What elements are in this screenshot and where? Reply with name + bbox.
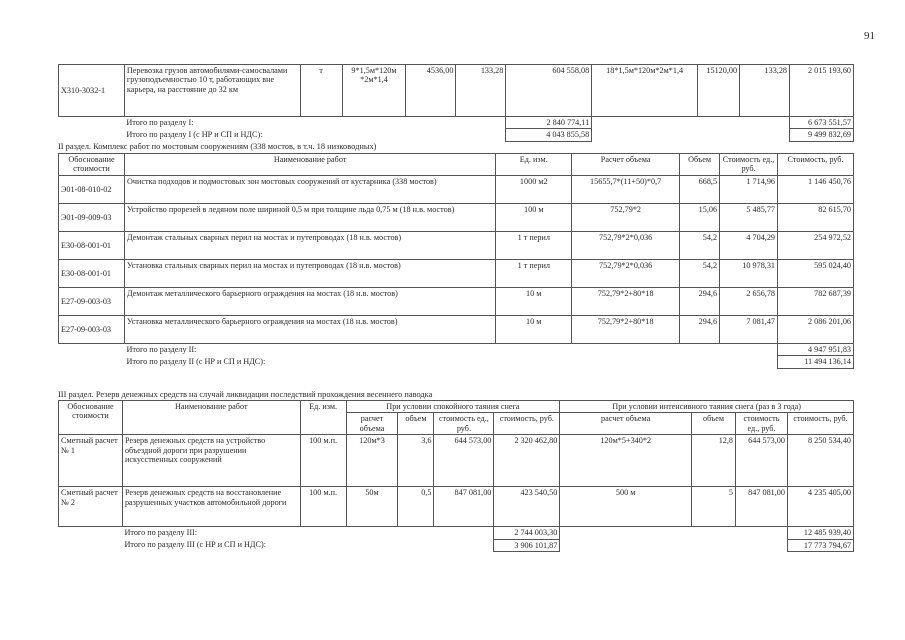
price-cell: 133,28 [456,65,506,117]
table-row [59,231,854,259]
name-cell: Устройство прорезей в ледяном поле шириной 0,5 м при толщине льда 0,75 м (18 н.в. мостов) [124,203,495,231]
header-calm: При условии спокойного таяния снега [346,401,560,413]
volume-cell: 54,2 [680,259,720,287]
price-cell: 5 485,77 [720,203,778,231]
calc-cell: 18*1,5м*120м*2м*1,4 [592,65,698,117]
code-cell: Е27-09-003-03 [59,287,125,315]
cost-cell: 82 615,70 [778,203,854,231]
header-volume: Объем [680,154,720,176]
total-label: Итого по разделу I: [126,118,194,127]
header-code: Обоснование стоимости [59,401,123,435]
code-cell: Е30-08-001-01 [59,231,125,259]
name-cell: Установка стальных сварных перил на мостах и путепроводах (18 н.в. мостов) [124,259,495,287]
volume-cell: 3,6 [398,435,434,487]
code-cell: Х310-3032-1 [59,65,125,117]
cost-cell: 2 015 193,60 [790,65,854,117]
unit-cell: 100 м [496,203,572,231]
price-cell: 4 704,29 [720,231,778,259]
total-vat-value: 11 494 136,14 [778,356,854,368]
total-vat-value: 3 906 101,87 [494,539,560,551]
name-cell: Демонтаж стальных сварных перил на мостах и путепроводах (18 н.в. мостов) [124,231,495,259]
total-row [59,343,854,355]
volume-cell: 12,8 [692,435,736,487]
subheader-price: стоимость ед., руб. [434,413,494,435]
subheader-volume: объем [398,413,434,435]
code-cell: Сметный расчет № 2 [59,487,123,527]
total-vat-label: Итого по разделу II (с НР и СП и НДС): [126,356,266,366]
volume-cell: 294,6 [680,315,720,343]
header-cost: Стоимость, руб. [778,154,854,176]
total-row [59,117,854,129]
table-row [59,315,854,343]
total-value: 6 673 551,57 [790,117,854,129]
price-cell: 133,28 [740,65,790,117]
header-intense: При условии интенсивного таяния снега (раз в 3 года) [560,401,854,413]
total-value: 4 947 951,83 [778,343,854,355]
section3-title: III раздел. Резерв денежных средств на случай ликвидации последствий прохождения весеннего паводка [58,390,433,399]
price-cell: 7 081,47 [720,315,778,343]
unit-cell: 100 м.п. [300,435,346,487]
volume-cell: 4536,00 [406,65,456,117]
cost-cell: 1 146 450,76 [778,175,854,203]
code-cell: Э01-09-009-03 [59,203,125,231]
name-cell: Резерв денежных средств на восстановление разрушенных участков автомобильной дороги [122,487,300,527]
calc-cell: 752,79*2*0,036 [572,231,680,259]
price-cell: 10 978,31 [720,259,778,287]
subheader-calc: расчет объема [560,413,692,435]
volume-cell: 54,2 [680,231,720,259]
cost-cell: 2 320 462,80 [494,435,560,487]
price-cell: 1 714,96 [720,175,778,203]
total-label: Итого по разделу III: [124,528,198,538]
name-cell: Очистка подходов и подмостовых зон мостовых сооружений от кустарника (338 мостов) [124,175,495,203]
volume-cell: 15,06 [680,203,720,231]
name-cell: Резерв денежных средств на устройство объездной дороги при разрушении искусственных сооружений [122,435,300,487]
code-cell: Э01-08-010-02 [59,175,125,203]
price-cell: 2 656,78 [720,287,778,315]
name-cell: Демонтаж металлического барьерного ограждения на мостах (18 н.в. мостов) [124,287,495,315]
calc-cell: 500 м [560,487,692,527]
unit-cell: 1 т перил [496,259,572,287]
table-row [59,287,854,315]
calc-cell: 120м*3 [346,435,398,487]
calc-cell: 752,79*2+80*18 [572,287,680,315]
unit-cell: 1 т перил [496,231,572,259]
calc-cell: 752,79*2*0,036 [572,259,680,287]
total-vat-row [59,539,854,551]
price-cell: 847 081,00 [434,487,494,527]
total-vat-value: 17 773 794,67 [787,539,853,551]
total-vat-label: Итого по разделу I (с НР и СП и НДС): [126,129,263,139]
subheader-volume: объем [692,413,736,435]
header-price: Стоимость ед., руб. [720,154,778,176]
table-row [59,203,854,231]
total-label: Итого по разделу II: [126,344,197,354]
code-cell: Е27-09-003-03 [59,315,125,343]
volume-cell: 0,5 [398,487,434,527]
unit-cell: т [300,65,342,117]
subheader-cost: стоимость, руб. [494,413,560,435]
unit-cell: 10 м [496,315,572,343]
header-code: Обоснование стоимости [59,154,125,176]
calc-cell: 120м*5+340*2 [560,435,692,487]
calc-cell: 50м [346,487,398,527]
section2-table [58,153,854,369]
cost-cell: 4 235 405,00 [787,487,853,527]
table-row [59,175,854,203]
calc-cell: 752,79*2 [572,203,680,231]
header-unit: Ед. изм. [300,401,346,435]
total-value: 12 485 939,40 [787,527,853,539]
subheader-calc: расчет объема [346,413,398,435]
code-cell: Е30-08-001-01 [59,259,125,287]
table-row [59,435,854,487]
table-row [59,487,854,527]
page-number: 91 [864,30,875,42]
unit-cell: 10 м [496,287,572,315]
header-calc: Расчет объема [572,154,680,176]
table-row [59,259,854,287]
total-row [59,527,854,539]
volume-cell: 294,6 [680,287,720,315]
subheader-cost: стоимость, руб. [787,413,853,435]
code-cell: Сметный расчет № 1 [59,435,123,487]
cost-cell: 604 558,08 [506,65,592,117]
price-cell: 644 573,00 [434,435,494,487]
header-unit: Ед. изм. [496,154,572,176]
cost-cell: 423 540,50 [494,487,560,527]
header-name: Наименование работ [122,401,300,435]
section2-title: II раздел. Комплекс работ по мостовым сооружениям (338 мостов, в т.ч. 18 низководных) [58,142,377,151]
table-row [59,65,854,117]
volume-cell: 5 [692,487,736,527]
total-vat-row [59,356,854,368]
header-row [59,154,854,176]
cost-cell: 595 024,40 [778,259,854,287]
header-name: Наименование работ [124,154,495,176]
volume-cell: 668,5 [680,175,720,203]
total-vat-label: Итого по разделу III (с НР и СП и НДС): [124,540,266,550]
price-cell: 644 573,00 [736,435,788,487]
section3-table [58,400,854,552]
unit-cell: 100 м.п. [300,487,346,527]
cost-cell: 782 687,39 [778,287,854,315]
name-cell: Установка металлического барьерного ограждения на мостах (18 н.в. мостов) [124,315,495,343]
price-cell: 847 081,00 [736,487,788,527]
cost-cell: 8 250 534,40 [787,435,853,487]
volume-cell: 15120,00 [698,65,740,117]
calc-cell: 9*1,5м*120м *2м*1,4 [342,65,406,117]
section1-table [58,64,854,142]
calc-cell: 15655,7*(11+50)*0,7 [572,175,680,203]
cost-cell: 2 086 201,06 [778,315,854,343]
name-cell: Перевозка грузов автомобилями-самосвалами грузоподъемностью 10 т, работающих вне карьера, на расстояние до 32 км [124,65,300,117]
total-value: 2 744 003,30 [494,527,560,539]
total-vat-value: 4 043 855,58 [506,129,592,141]
unit-cell: 1000 м2 [496,175,572,203]
cost-cell: 254 972,52 [778,231,854,259]
subheader-price: стоимость ед., руб. [736,413,788,435]
header-row [59,401,854,413]
total-vat-row [59,129,854,141]
calc-cell: 752,79*2+80*18 [572,315,680,343]
total-value: 2 840 774,11 [506,117,592,129]
total-vat-value: 9 499 832,69 [790,129,854,141]
